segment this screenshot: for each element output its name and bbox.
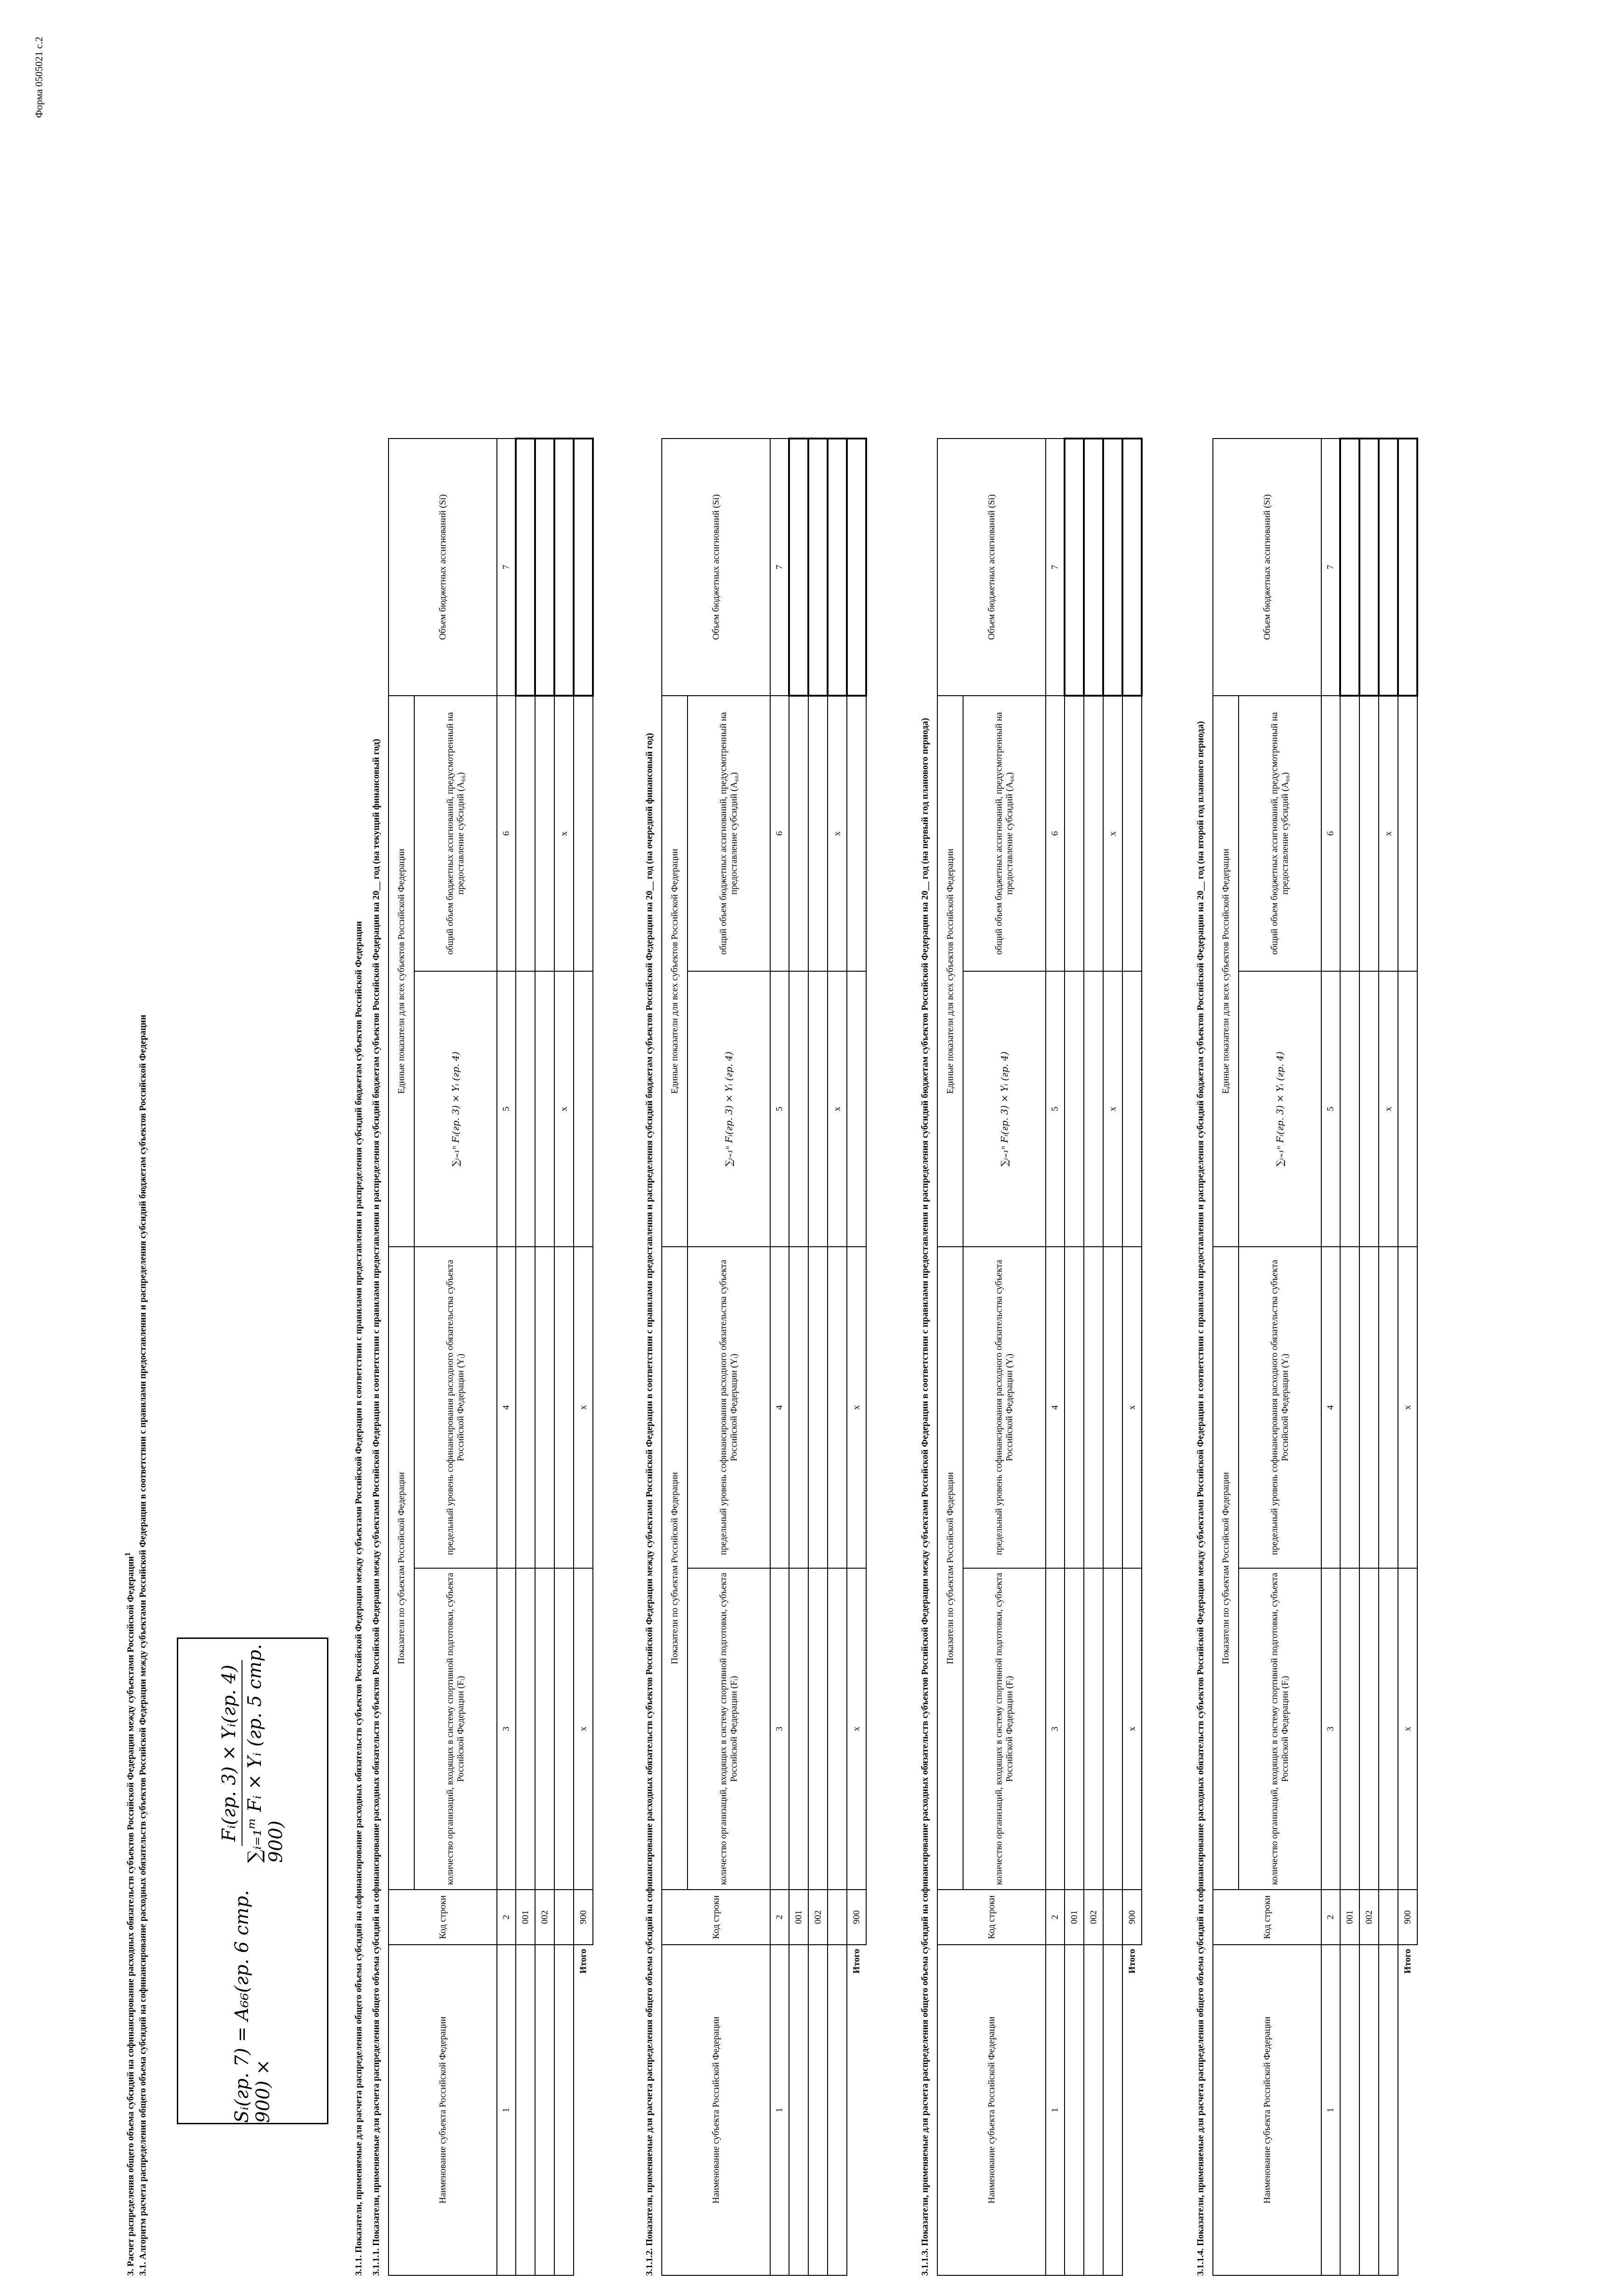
col-number: 2 — [1046, 1890, 1065, 1945]
indicators-table — [661, 438, 867, 2276]
cell-sum: x — [828, 971, 847, 1247]
total-code: 900 — [847, 1890, 866, 1945]
cell-subject[interactable] — [1379, 1945, 1398, 2275]
indicators-table — [1212, 438, 1418, 2276]
cell-budget: x — [554, 696, 574, 971]
heading-3 — [123, 1553, 136, 2276]
section-title: 3.1.1.4. Показатели, применяемые для расчета распределения общего объема субсидий на софинансирование расходных обязательств субъектов Российской Федерации между субъектами Российской Федерации в соответствии с правилами предоставления и распределения субсидий бюджетам субъектов Российской Федерации на 20__ год (на второй год планового периода) — [1195, 721, 1206, 2276]
cell-sum: x — [554, 971, 574, 1247]
cell-subject[interactable] — [789, 1945, 808, 2275]
cell-allocation[interactable] — [516, 439, 535, 696]
total-organizations: x — [847, 1568, 866, 1890]
section-title: 3.1.1.2. Показатели, применяемые для расчета распределения общего объема субсидий на софинансирование расходных обязательств субъектов Российской Федерации между субъектами Российской Федерации в соответствии с правилами предоставления и распределения субсидий бюджетам субъектов Российской Федерации на 20__ год (на очередной финансовый год) — [644, 733, 654, 2276]
cell-organizations[interactable] — [1084, 1568, 1103, 1890]
cell-cofinancing[interactable] — [1379, 1247, 1398, 1568]
section-title: 3.1.1.3. Показатели, применяемые для расчета распределения общего объема субсидий на софинансирование расходных обязательств субъектов Российской Федерации между субъектами Российской Федерации в соответствии с правилами предоставления и распределения субсидий бюджетам субъектов Российской Федерации на 20__ год (на первый год планового периода) — [920, 718, 930, 2276]
cell-allocation[interactable] — [1084, 439, 1103, 696]
cell-sum[interactable] — [789, 971, 808, 1247]
cell-budget[interactable] — [1084, 696, 1103, 971]
col-number: 6 — [770, 696, 789, 971]
cell-code: 002 — [535, 1890, 554, 1945]
total-label: Итого — [1403, 1949, 1413, 1974]
col-total-budget: общий объем бюджетных ассигнований, предусмотренный на предоставление субсидий (A₆₆) — [414, 696, 497, 971]
cell-budget: x — [828, 696, 847, 971]
formula-numerator: Fᵢ(гр. 3) × Yᵢ(гр. 4) — [217, 1660, 242, 1846]
total-organizations: x — [574, 1568, 593, 1890]
col-number: 1 — [497, 1945, 516, 2275]
total-allocation[interactable] — [1122, 439, 1142, 696]
total-sum[interactable] — [574, 971, 593, 1247]
total-sum[interactable] — [1122, 971, 1142, 1247]
cell-cofinancing[interactable] — [1065, 1247, 1084, 1568]
cell-cofinancing[interactable] — [808, 1247, 828, 1568]
col-organizations-count: количество организаций, входящих в систему спортивной подготовки, субъекта Российской Федерации (Fᵢ) — [963, 1568, 1046, 1890]
cell-code: 001 — [1340, 1890, 1359, 1945]
col-organizations-count: количество организаций, входящих в систему спортивной подготовки, субъекта Российской Федерации (Fᵢ) — [1239, 1568, 1321, 1890]
cell-subject[interactable] — [1084, 1945, 1103, 2275]
col-number: 6 — [1046, 696, 1065, 971]
total-cofinancing: x — [847, 1247, 866, 1568]
col-cofinancing-level: предельный уровень софинансирования расходного обязательства субъекта Российской Федерации (Yᵢ) — [963, 1247, 1046, 1568]
indicators-table — [937, 438, 1143, 2276]
cell-code — [554, 1890, 574, 1945]
col-number: 7 — [770, 439, 789, 696]
cell-organizations[interactable] — [808, 1568, 828, 1890]
total-label: Итого — [851, 1949, 862, 1974]
formula-lhs: Sᵢ(гр. 7) = A₆₆(гр. 6 стр. 900) × — [231, 1890, 274, 2123]
cell-budget: x — [1103, 696, 1122, 971]
cell-organizations[interactable] — [535, 1568, 554, 1890]
group-common-indicators: Единые показатели для всех субъектов Российской Федерации — [662, 696, 688, 1247]
group-subject-indicators: Показатели по субъектам Российской Федерации — [662, 1247, 688, 1890]
col-number: 5 — [1046, 971, 1065, 1247]
total-allocation[interactable] — [847, 439, 866, 696]
cell-code: 001 — [789, 1890, 808, 1945]
col-subject-name: Наименование субъекта Российской Федерации — [1213, 1945, 1321, 2275]
col-subject-name: Наименование субъекта Российской Федерации — [389, 1945, 497, 2275]
col-allocation-volume: Объем бюджетных ассигнований (Si) — [389, 439, 497, 696]
col-number: 3 — [1321, 1568, 1340, 1890]
cell-subject[interactable] — [554, 1945, 574, 2275]
cell-code: 002 — [1084, 1890, 1103, 1945]
col-number: 7 — [1046, 439, 1065, 696]
cell-budget[interactable] — [1065, 696, 1084, 971]
col-sum-formula: ∑ᵢ₌₁ⁿ Fᵢ(гр. 3) × Yᵢ (гр. 4) — [414, 971, 497, 1247]
cell-cofinancing[interactable] — [828, 1247, 847, 1568]
col-number: 4 — [770, 1247, 789, 1568]
cell-cofinancing[interactable] — [535, 1247, 554, 1568]
cell-cofinancing[interactable] — [1084, 1247, 1103, 1568]
cell-budget[interactable] — [808, 696, 828, 971]
col-cofinancing-level: предельный уровень софинансирования расходного обязательства субъекта Российской Федерации (Yᵢ) — [1239, 1247, 1321, 1568]
col-number: 3 — [1046, 1568, 1065, 1890]
heading-3-1-1: 3.1.1. Показатели, применяемые для расчета распределения общего объема субсидий на софинансирование расходных обязательств субъектов Российской Федерации между субъектами Российской Федерации в соответствии с правилами предоставления и распределения субсидий бюджетам субъектов Российской Федерации — [354, 921, 364, 2276]
total-budget[interactable] — [847, 696, 866, 971]
col-subject-name: Наименование субъекта Российской Федерации — [662, 1945, 770, 2275]
cell-organizations[interactable] — [1379, 1568, 1398, 1890]
col-total-budget: общий объем бюджетных ассигнований, предусмотренный на предоставление субсидий (A₆₆) — [688, 696, 770, 971]
cell-subject[interactable] — [828, 1945, 847, 2275]
col-allocation-volume: Объем бюджетных ассигнований (Si) — [1213, 439, 1321, 696]
col-row-code: Код строки — [1213, 1890, 1321, 1945]
col-total-budget: общий объем бюджетных ассигнований, предусмотренный на предоставление субсидий (A₆₆) — [1239, 696, 1321, 971]
col-sum-formula: ∑ᵢ₌₁ⁿ Fᵢ(гр. 3) × Yᵢ (гр. 4) — [1239, 971, 1321, 1247]
total-cofinancing: x — [574, 1247, 593, 1568]
cell-organizations[interactable] — [1340, 1568, 1359, 1890]
cell-cofinancing[interactable] — [554, 1247, 574, 1568]
cell-code: 001 — [516, 1890, 535, 1945]
total-allocation[interactable] — [574, 439, 593, 696]
col-number: 6 — [1321, 696, 1340, 971]
cell-organizations[interactable] — [1065, 1568, 1084, 1890]
total-allocation[interactable] — [1398, 439, 1417, 696]
cell-subject[interactable] — [1065, 1945, 1084, 2275]
heading-3-footnote: 1 — [123, 1552, 132, 1556]
cell-sum[interactable] — [1359, 971, 1379, 1247]
cell-subject[interactable] — [516, 1945, 535, 2275]
group-common-indicators: Единые показатели для всех субъектов Российской Федерации — [937, 696, 963, 1247]
total-sum[interactable] — [1398, 971, 1417, 1247]
section-3-1-1-1 — [370, 182, 594, 2276]
col-number: 2 — [770, 1890, 789, 1945]
col-subject-name: Наименование субъекта Российской Федерации — [937, 1945, 1046, 2275]
group-subject-indicators: Показатели по субъектам Российской Федерации — [937, 1247, 963, 1890]
total-code: 900 — [1122, 1890, 1142, 1945]
cell-organizations[interactable] — [516, 1568, 535, 1890]
cell-cofinancing[interactable] — [789, 1247, 808, 1568]
cell-sum[interactable] — [1084, 971, 1103, 1247]
cell-budget[interactable] — [516, 696, 535, 971]
cell-code: 002 — [808, 1890, 828, 1945]
cell-subject[interactable] — [535, 1945, 554, 2275]
col-sum-formula: ∑ᵢ₌₁ⁿ Fᵢ(гр. 3) × Yᵢ (гр. 4) — [963, 971, 1046, 1247]
cell-cofinancing[interactable] — [516, 1247, 535, 1568]
cell-sum[interactable] — [1065, 971, 1084, 1247]
total-label: Итого — [1127, 1949, 1137, 1974]
group-common-indicators: Единые показатели для всех субъектов Российской Федерации — [1213, 696, 1239, 1247]
cell-organizations[interactable] — [554, 1568, 574, 1890]
cell-allocation[interactable] — [554, 439, 574, 696]
cell-allocation[interactable] — [808, 439, 828, 696]
total-cofinancing: x — [1122, 1247, 1142, 1568]
cell-budget[interactable] — [1340, 696, 1359, 971]
formula-box — [177, 1638, 328, 2124]
col-row-code: Код строки — [389, 1890, 497, 1945]
col-organizations-count: количество организаций, входящих в систему спортивной подготовки, субъекта Российской Федерации (Fᵢ) — [688, 1568, 770, 1890]
cell-subject[interactable] — [1340, 1945, 1359, 2275]
cell-subject[interactable] — [808, 1945, 828, 2275]
col-number: 3 — [770, 1568, 789, 1890]
cell-organizations[interactable] — [828, 1568, 847, 1890]
col-number: 1 — [1321, 1945, 1340, 2275]
cell-allocation[interactable] — [828, 439, 847, 696]
cell-allocation[interactable] — [789, 439, 808, 696]
total-cofinancing: x — [1398, 1247, 1417, 1568]
cell-cofinancing[interactable] — [1359, 1247, 1379, 1568]
indicators-table — [388, 438, 594, 2276]
col-number: 7 — [1321, 439, 1340, 696]
col-number: 2 — [497, 1890, 516, 1945]
total-budget[interactable] — [574, 696, 593, 971]
col-cofinancing-level: предельный уровень софинансирования расходного обязательства субъекта Российской Федерации (Yᵢ) — [688, 1247, 770, 1568]
cell-allocation[interactable] — [1359, 439, 1379, 696]
cell-subject[interactable] — [1103, 1945, 1122, 2275]
section-title: 3.1.1.1. Показатели, применяемые для расчета распределения общего объема субсидий на софинансирование расходных обязательств субъектов Российской Федерации между субъектами Российской Федерации в соответствии с правилами предоставления и распределения субсидий бюджетам субъектов Российской Федерации на 20__ год (на текущий финансовый год) — [371, 738, 381, 2276]
total-organizations: x — [1398, 1568, 1417, 1890]
heading-3-1: 3.1. Алгоритм расчета распределения общего объема субсидий на софинансирование расходных обязательств субъектов Российской Федерации между субъектами Российской Федерации в соответствии с правилами предоставления и распределения субсидий бюджетам субъектов Российской Федерации — [138, 1014, 148, 2276]
cell-sum[interactable] — [808, 971, 828, 1247]
group-subject-indicators: Показатели по субъектам Российской Федерации — [389, 1247, 414, 1890]
cell-allocation[interactable] — [1379, 439, 1398, 696]
cell-organizations[interactable] — [1103, 1568, 1122, 1890]
total-code: 900 — [1398, 1890, 1417, 1945]
total-budget[interactable] — [1398, 696, 1417, 971]
cell-allocation[interactable] — [1340, 439, 1359, 696]
formula-denominator: ∑ᵢ₌₁ᵐ Fᵢ × Yᵢ (гр. 5 стр. 900) — [244, 1643, 287, 1863]
col-number: 1 — [770, 1945, 789, 2275]
section-3-1-1-4 — [1194, 182, 1418, 2276]
total-code: 900 — [574, 1890, 593, 1945]
cell-organizations[interactable] — [1359, 1568, 1379, 1890]
total-organizations: x — [1122, 1568, 1142, 1890]
heading-3-text: 3. Расчет распределения общего объема субсидий на софинансирование расходных обязательств субъектов Российской Федерации между субъектами Российской Федерации — [125, 1556, 136, 2276]
col-cofinancing-level: предельный уровень софинансирования расходного обязательства субъекта Российской Федерации (Yᵢ) — [414, 1247, 497, 1568]
cell-budget[interactable] — [1359, 696, 1379, 971]
col-number: 4 — [497, 1247, 516, 1568]
section-3-1-1-2 — [643, 182, 867, 2276]
cell-code — [828, 1890, 847, 1945]
section-3-1-1-3 — [919, 182, 1143, 2276]
cell-subject[interactable] — [1359, 1945, 1379, 2275]
col-number: 7 — [497, 439, 516, 696]
col-allocation-volume: Объем бюджетных ассигнований (Si) — [937, 439, 1046, 696]
total-label: Итого — [578, 1949, 588, 1974]
cell-cofinancing[interactable] — [1103, 1247, 1122, 1568]
col-number: 2 — [1321, 1890, 1340, 1945]
group-common-indicators: Единые показатели для всех субъектов Российской Федерации — [389, 696, 414, 1247]
cell-budget: x — [1379, 696, 1398, 971]
cell-sum[interactable] — [535, 971, 554, 1247]
cell-budget[interactable] — [789, 696, 808, 971]
formula-fraction — [217, 1639, 288, 1868]
col-number: 1 — [1046, 1945, 1065, 2275]
col-row-code: Код строки — [662, 1890, 770, 1945]
col-row-code: Код строки — [937, 1890, 1046, 1945]
cell-cofinancing[interactable] — [1340, 1247, 1359, 1568]
form-code: Форма 0505021 с.2 — [33, 37, 45, 118]
cell-allocation[interactable] — [535, 439, 554, 696]
cell-allocation[interactable] — [1103, 439, 1122, 696]
cell-code: 001 — [1065, 1890, 1084, 1945]
cell-code — [1379, 1890, 1398, 1945]
cell-organizations[interactable] — [789, 1568, 808, 1890]
col-number: 4 — [1321, 1247, 1340, 1568]
col-number: 4 — [1046, 1247, 1065, 1568]
cell-code — [1103, 1890, 1122, 1945]
col-allocation-volume: Объем бюджетных ассигнований (Si) — [662, 439, 770, 696]
col-number: 5 — [770, 971, 789, 1247]
col-number: 6 — [497, 696, 516, 971]
cell-sum[interactable] — [516, 971, 535, 1247]
col-sum-formula: ∑ᵢ₌₁ⁿ Fᵢ(гр. 3) × Yᵢ (гр. 4) — [688, 971, 770, 1247]
total-budget[interactable] — [1122, 696, 1142, 971]
cell-sum: x — [1379, 971, 1398, 1247]
total-sum[interactable] — [847, 971, 866, 1247]
col-organizations-count: количество организаций, входящих в систему спортивной подготовки, субъекта Российской Федерации (Fᵢ) — [414, 1568, 497, 1890]
col-total-budget: общий объем бюджетных ассигнований, предусмотренный на предоставление субсидий (A₆₆) — [963, 696, 1046, 971]
cell-sum: x — [1103, 971, 1122, 1247]
col-number: 5 — [1321, 971, 1340, 1247]
cell-allocation[interactable] — [1065, 439, 1084, 696]
col-number: 3 — [497, 1568, 516, 1890]
group-subject-indicators: Показатели по субъектам Российской Федерации — [1213, 1247, 1239, 1890]
cell-code: 002 — [1359, 1890, 1379, 1945]
col-number: 5 — [497, 971, 516, 1247]
cell-budget[interactable] — [535, 696, 554, 971]
cell-sum[interactable] — [1340, 971, 1359, 1247]
